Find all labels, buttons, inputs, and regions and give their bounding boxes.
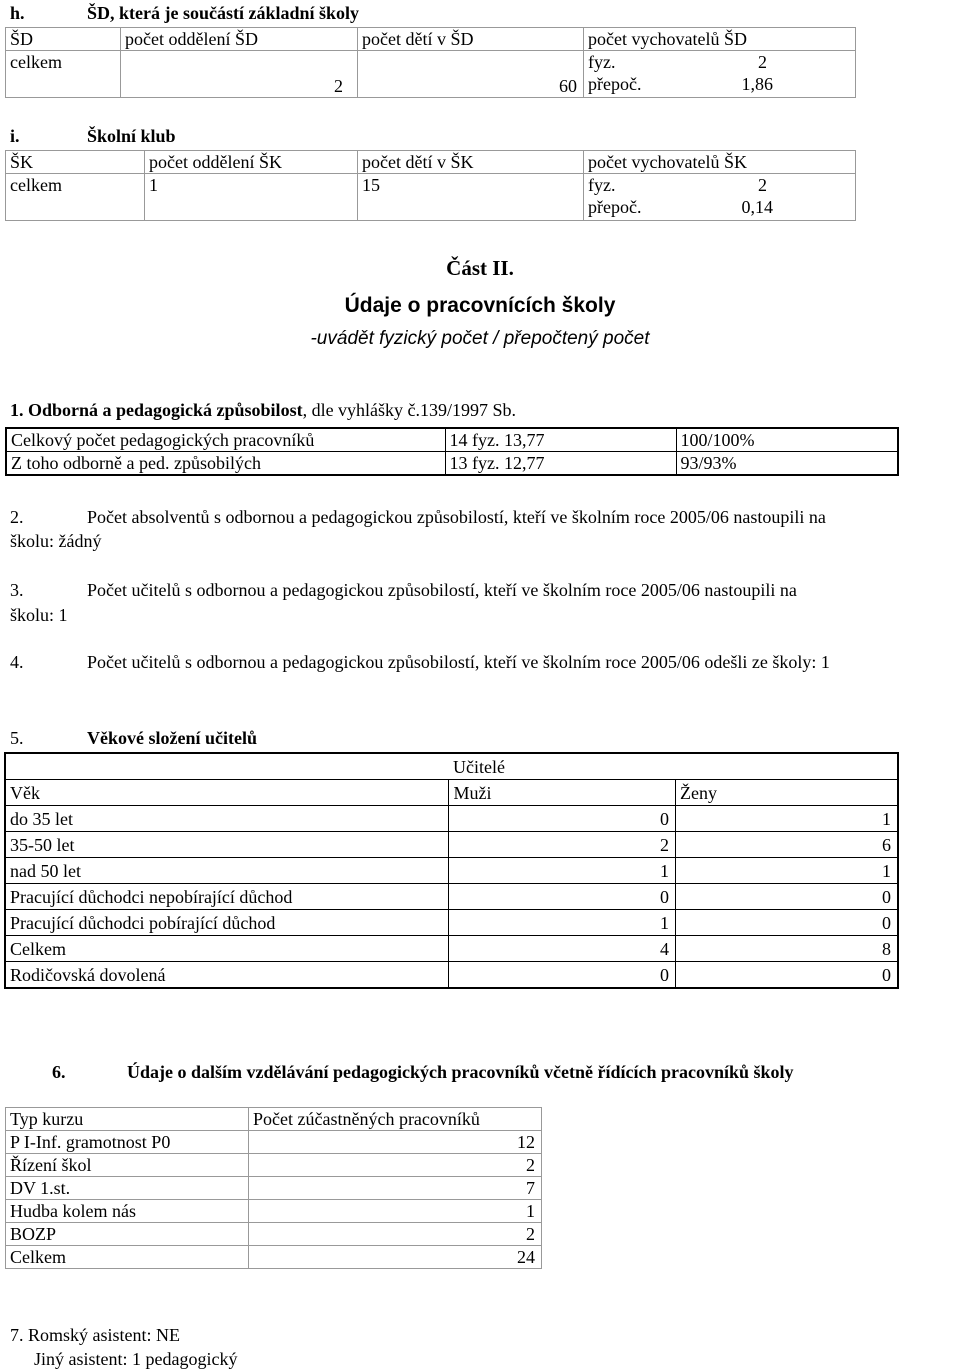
table-row [6,452,898,476]
sk-heading: Školní klub [87,126,176,146]
table-row [5,806,898,832]
sk-fyz-label: fyz. [588,175,616,195]
women-count: 0 [675,962,898,989]
women-count: 1 [675,806,898,832]
table-row [6,51,856,98]
table-row [5,910,898,936]
table-row [6,1223,542,1246]
training-type: DV 1.st. [6,1177,249,1200]
s3-text: Počet učitelů s odbornou a pedagogickou způsobilostí, kteří ve školním roce 2005/06 nastoupili na [87,580,797,600]
men-count: 0 [449,806,676,832]
table-row [6,428,898,452]
women-count: 8 [675,936,898,962]
training-count: 12 [249,1131,542,1154]
s1-count: 14 fyz. 13,77 [445,428,676,452]
age-label: 35-50 let [5,832,449,858]
s1-num: 1. [10,400,24,420]
men-count: 2 [449,832,676,858]
training-count: 1 [249,1200,542,1223]
s1-pct: 93/93% [676,452,898,476]
s2-num: 2. [10,507,24,527]
training-type-header: Typ kurzu [6,1108,249,1131]
s1-pct: 100/100% [676,428,898,452]
s2-text-cont: školu: žádný [10,531,102,551]
age-label: Celkem [5,936,449,962]
s5-num: 5. [10,728,24,748]
men-count: 1 [449,858,676,884]
table-row [6,151,856,174]
training-type: Celkem [6,1246,249,1269]
sk-header-cell: počet oddělení ŠK [145,151,358,174]
women-count: 0 [675,910,898,936]
age-label: Pracující důchodci nepobírající důchod [5,884,449,910]
s1-heading [10,400,516,421]
age-group-header: Učitelé [449,753,898,780]
sk-table [5,150,856,221]
table-row [5,884,898,910]
sk-fyz-value: 2 [758,175,767,195]
sk-header-cell: počet vychovatelů ŠK [584,151,856,174]
sd-prepoc-label: přepoč. [588,74,642,94]
sd-row-label: celkem [6,51,121,98]
s1-count: 13 fyz. 12,77 [445,452,676,476]
sd-header-cell: ŠD [6,28,121,51]
sk-letter: i. [10,126,20,146]
training-count: 7 [249,1177,542,1200]
women-count: 0 [675,884,898,910]
table-row [6,28,856,51]
s7-line2: Jiný asistent: 1 pedagogický [34,1349,238,1369]
table-row [6,1154,542,1177]
table-row [6,174,856,221]
table-row [6,1200,542,1223]
sd-children: 60 [358,51,584,98]
s3-num: 3. [10,580,24,600]
training-count-header: Počet zúčastněných pracovníků [249,1108,542,1131]
men-count: 0 [449,962,676,989]
s1-table [5,427,899,476]
table-row [5,753,898,780]
s6-heading: Údaje o dalším vzdělávání pedagogických pracovníků včetně řídících pracovníků školy [127,1062,794,1082]
sk-header-cell: ŠK [6,151,145,174]
s2-text: Počet absolventů s odbornou a pedagogickou způsobilostí, kteří ve školním roce 2005/06 nastoupili na [87,507,826,527]
sd-fyz-value: 2 [758,52,767,72]
sd-prepoc-value: 1,86 [741,74,773,94]
table-row [5,936,898,962]
sk-children: 15 [358,174,584,221]
part-note: -uvádět fyzický počet / přepočtený počet [310,328,650,349]
s3-text-cont: školu: 1 [10,605,68,625]
s6-num: 6. [52,1062,66,1082]
sk-departments: 1 [145,174,358,221]
sk-prepoc-value: 0,14 [741,197,773,217]
women-count: 1 [675,858,898,884]
table-row [6,1108,542,1131]
table-row [5,832,898,858]
training-count: 2 [249,1223,542,1246]
s5-heading: Věkové složení učitelů [87,728,257,748]
training-type: P I-Inf. gramotnost P0 [6,1131,249,1154]
sd-staff [584,51,856,98]
age-label: Rodičovská dovolená [5,962,449,989]
age-label: do 35 let [5,806,449,832]
table-row [6,1246,542,1269]
table-row [6,1131,542,1154]
s1-label: Celkový počet pedagogických pracovníků [6,428,445,452]
sd-fyz-label: fyz. [588,52,616,72]
s4-text: Počet učitelů s odbornou a pedagogickou způsobilostí, kteří ve školním roce 2005/06 odešli ze školy: 1 [87,652,830,672]
table-row [5,858,898,884]
part-title: Část II. [446,256,514,280]
s7-line1: 7. Romský asistent: NE [10,1325,180,1345]
training-type: Řízení škol [6,1154,249,1177]
sk-staff [584,174,856,221]
sk-prepoc-label: přepoč. [588,197,642,217]
training-count: 2 [249,1154,542,1177]
sd-departments: 2 [121,51,358,98]
training-count: 24 [249,1246,542,1269]
s1-bold: Odborná a pedagogická způsobilost [28,400,303,420]
s1-rest: , dle vyhlášky č.139/1997 Sb. [302,400,517,420]
men-count: 0 [449,884,676,910]
sd-header-cell: počet dětí v ŠD [358,28,584,51]
men-col-header: Muži [449,780,676,806]
age-label: Pracující důchodci pobírající důchod [5,910,449,936]
training-table [5,1107,542,1269]
s1-label: Z toho odborně a ped. způsobilých [6,452,445,476]
table-row [5,962,898,989]
training-type: Hudba kolem nás [6,1200,249,1223]
women-col-header: Ženy [675,780,898,806]
age-table [4,752,899,989]
women-count: 6 [675,832,898,858]
training-type: BOZP [6,1223,249,1246]
sd-header-cell: počet oddělení ŠD [121,28,358,51]
sd-heading: ŠD, která je součástí základní školy [87,3,360,23]
sk-header-cell: počet dětí v ŠK [358,151,584,174]
sd-header-cell: počet vychovatelů ŠD [584,28,856,51]
s4-num: 4. [10,652,24,672]
men-count: 4 [449,936,676,962]
table-row [5,780,898,806]
sd-letter: h. [10,3,25,23]
sd-table [5,27,856,98]
men-count: 1 [449,910,676,936]
table-row [6,1177,542,1200]
part-subtitle: Údaje o pracovnících školy [344,294,616,317]
age-label: nad 50 let [5,858,449,884]
sk-row-label: celkem [6,174,145,221]
age-col-header: Věk [5,780,449,806]
